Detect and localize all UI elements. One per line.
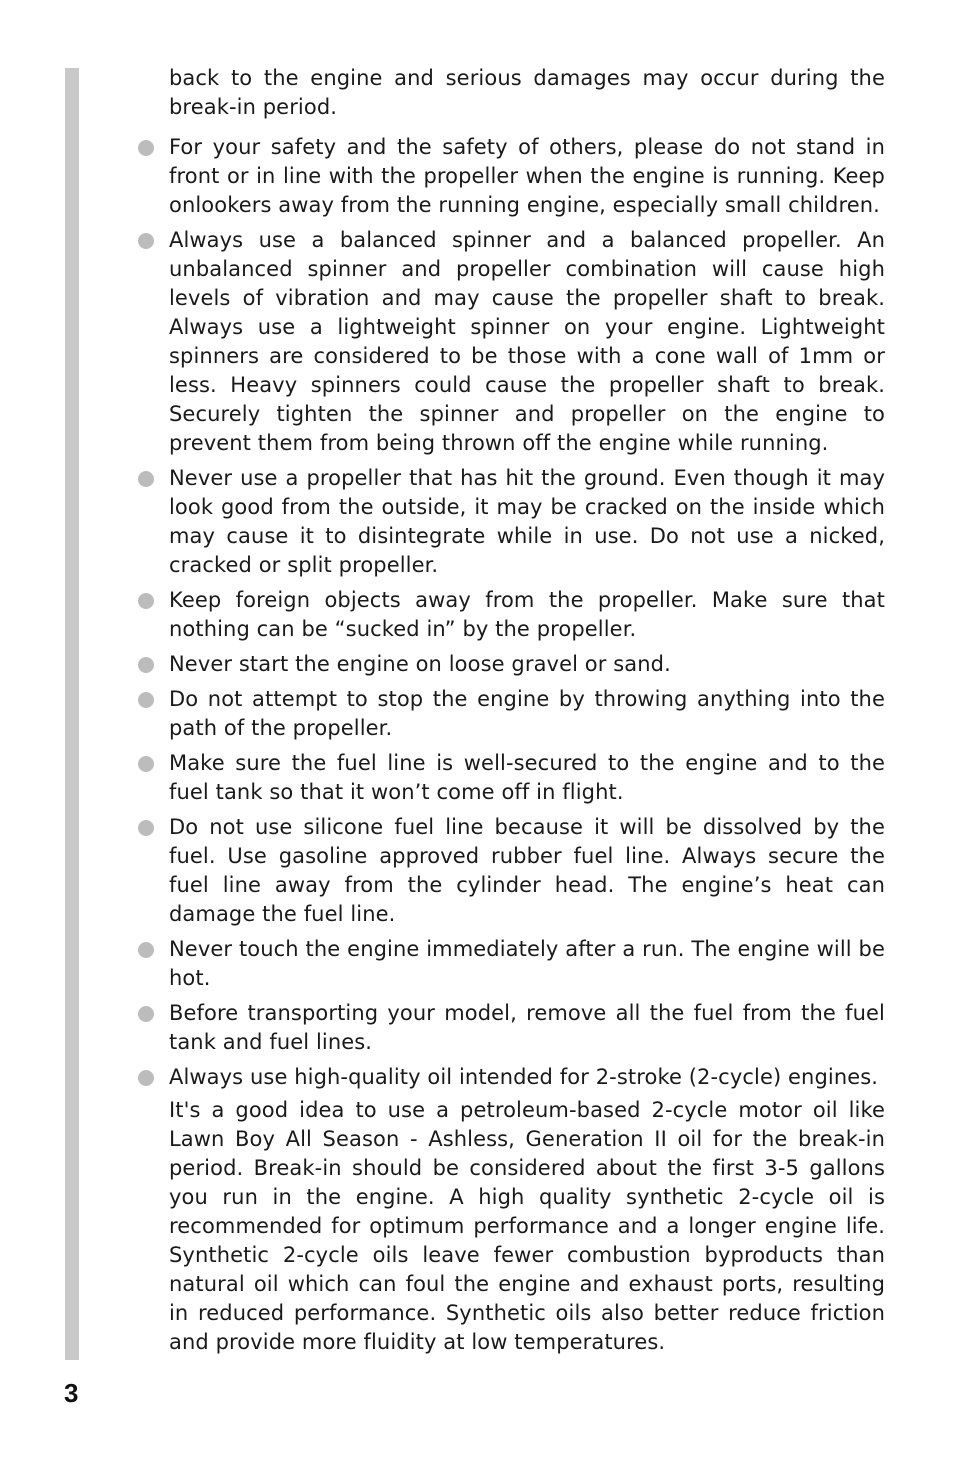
- bullet-item: [169, 749, 885, 807]
- page-number: 3: [64, 1378, 79, 1408]
- bullet-text: Never start the engine on loose gravel or sand.: [169, 652, 671, 676]
- bullet-item: [169, 685, 885, 743]
- bullet-dot-icon: [138, 692, 154, 708]
- bullet-dot-icon: [138, 1006, 154, 1022]
- bullet-item: [169, 935, 885, 993]
- bullet-dot-icon: [138, 233, 154, 249]
- bullet-dot-icon: [138, 756, 154, 772]
- bullet-text: Never use a propeller that has hit the ground. Even though it may look good from the outside, it may be cracked on the inside which may cause it to disintegrate while in use. Do not use a nicked, cracked or split propeller.: [169, 466, 885, 577]
- bullet-item: [169, 464, 885, 580]
- bullet-dot-icon: [138, 942, 154, 958]
- side-bar: [65, 68, 79, 1360]
- bullet-text: Always use high-quality oil intended for 2-stroke (2-cycle) engines.: [169, 1065, 879, 1089]
- bullet-item: [169, 1063, 885, 1357]
- bullet-extra-paragraph: It's a good idea to use a petroleum-based 2-cycle motor oil like Lawn Boy All Season - Ashless, Generation II oil for the break-in period. Break-in should be considered about the first 3-5 gallons you run in the engine. A high quality synthetic 2-cycle oil is recommended for optimum performance and a longer engine life. Synthetic 2-cycle oils leave fewer combustion byproducts than natural oil which can foul the engine and exhaust ports, resulting in reduced performance. Synthetic oils also better reduce friction and provide more fluidity at low temperatures.: [169, 1098, 885, 1354]
- bullet-dot-icon: [138, 657, 154, 673]
- bullet-dot-icon: [138, 140, 154, 156]
- bullet-text: Keep foreign objects away from the propeller. Make sure that nothing can be “sucked in” by the propeller.: [169, 588, 885, 641]
- bullet-text: Before transporting your model, remove all the fuel from the fuel tank and fuel lines.: [169, 1001, 885, 1054]
- page-content: [169, 64, 885, 1363]
- bullet-item: [169, 650, 885, 679]
- bullet-dot-icon: [138, 593, 154, 609]
- bullet-text: Make sure the fuel line is well-secured to the engine and to the fuel tank so that it won’t come off in flight.: [169, 751, 885, 804]
- bullet-item: [169, 226, 885, 458]
- bullet-item: [169, 813, 885, 929]
- bullet-item: [169, 133, 885, 220]
- bullet-dot-icon: [138, 820, 154, 836]
- bullet-dot-icon: [138, 471, 154, 487]
- bullet-text: Always use a balanced spinner and a balanced propeller. An unbalanced spinner and propeller combination will cause high levels of vibration and may cause the propeller shaft to break. Always use a lightweight spinner on your engine. Lightweight spinners are considered to be those with a cone wall of 1mm or less. Heavy spinners could cause the propeller shaft to break. Securely tighten the spinner and propeller on the engine to prevent them from being thrown off the engine while running.: [169, 228, 885, 455]
- bullet-text: Do not attempt to stop the engine by throwing anything into the path of the propeller.: [169, 687, 885, 740]
- bullet-item: [169, 999, 885, 1057]
- intro-paragraph: back to the engine and serious damages may occur during the break-in period.: [169, 66, 885, 119]
- bullet-text: Do not use silicone fuel line because it will be dissolved by the fuel. Use gasoline approved rubber fuel line. Always secure the fuel line away from the cylinder head. The engine’s heat can damage the fuel line.: [169, 815, 885, 926]
- bullet-text: Never touch the engine immediately after a run. The engine will be hot.: [169, 937, 885, 990]
- bullet-dot-icon: [138, 1070, 154, 1086]
- bullet-item: [169, 586, 885, 644]
- bullet-text: For your safety and the safety of others, please do not stand in front or in line with the propeller when the engine is running. Keep onlookers away from the running engine, especially small children.: [169, 135, 885, 217]
